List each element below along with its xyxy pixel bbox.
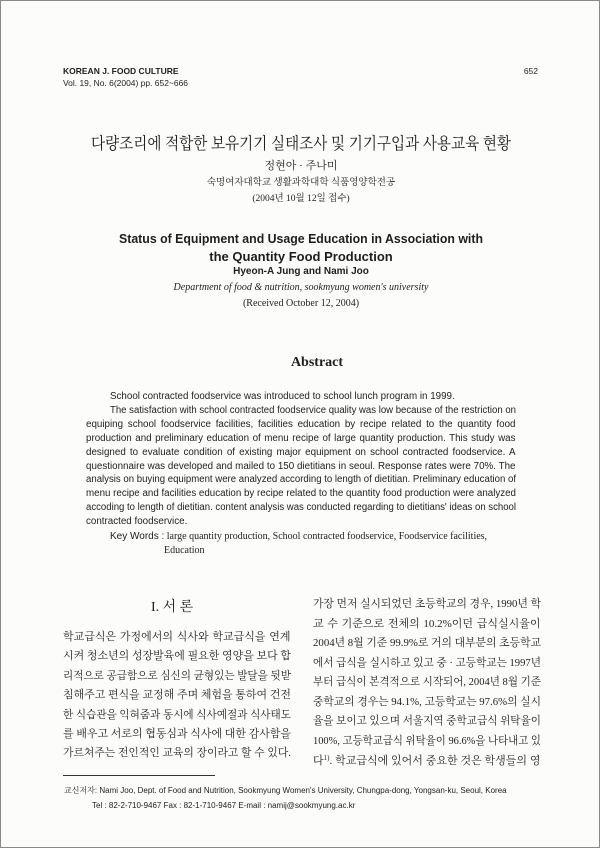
body-line-left: 한 식습관을 익혀줌과 동시에 식사예절과 식사태도 <box>63 709 291 721</box>
body-line-left: 를 배우고 서로의 협동심과 식사에 대한 감사함을 <box>63 728 291 740</box>
abstract-line: equiping school foodservice facilities, facilities education by recipe related to the quantity food <box>86 419 516 430</box>
abstract-line: production and preliminary education of menu recipe of large quantity production. This study was <box>86 433 516 444</box>
abstract-line: The satisfaction with school contracted foodservice quality was low because of the restriction on <box>110 405 516 416</box>
received-en: (Received October 12, 2004) <box>242 298 360 309</box>
body-line-left: 리적으로 공급함으로 심신의 균형있는 발달을 뒷받 <box>63 670 291 682</box>
body-line-right <box>313 754 541 768</box>
footnote-divider <box>63 775 215 776</box>
body-line-left: 시켜 청소년의 성장발육에 필요한 영양을 보다 합 <box>63 650 291 662</box>
body-line-right: 중학교의 경우는 94.1%, 고등학교는 97.6%의 실시 <box>313 696 541 708</box>
body-line-right: 100%, 고등학교급식 위탁율이 96.6%을 나타내고 있 <box>313 735 541 747</box>
body-line-left: 학교급식은 가정에서의 식사와 학교급식을 연계 <box>63 631 291 643</box>
body-line-right: 에서 급식을 실시하고 있고 중 · 고등학교는 1997년 <box>313 657 541 669</box>
abstract-line: analysis on buying equipment were analyzed according to length of dietitian. Preliminary education of <box>86 474 516 485</box>
abstract-line: menu recipe and facilities education by recipe related to the quantity food production were analyzed <box>86 488 516 499</box>
citation: Vol. 19, No. 6(2004) pp. 652~666 <box>63 78 188 88</box>
body-line-left: 침해주고 편식을 교정해 주며 체험을 통하여 건전 <box>63 689 291 701</box>
body-line-right: 교 수 기준으로 전체의 10.2%이던 급식실시율이 <box>313 618 541 630</box>
page-number: 652 <box>523 66 538 76</box>
body-line-right: 부터 급식이 본격적으로 시작되어, 2004년 8월 기준 <box>313 676 541 688</box>
keywords-label: Key Words : <box>110 531 165 542</box>
abstract-line: questionnaire was developed and mailed to 150 dietitians in seoul. Response rates were 70%. The <box>86 461 516 472</box>
title-en-line: the Quantity Food Production <box>209 249 393 264</box>
section-heading: I. 서 론 <box>151 600 194 615</box>
authors-ko: 정현아 · 주나미 <box>264 160 338 172</box>
footnote-line: Tel : 82-2-710-9467 Fax : 82-1-710-9467 E-mail : namij@sookmyung.ac.kr <box>92 801 356 810</box>
abstract-line: contracted foodservice. <box>86 516 188 527</box>
abstract-line: School contracted foodservice was introduced to school lunch program in 1999. <box>110 391 455 402</box>
received-ko: (2004년 10월 12일 접수) <box>252 194 350 204</box>
body-text-fragment: . 학교급식에 있어서 중요한 것은 학생들의 영 <box>329 755 541 767</box>
keywords-text: large quantity production, School contracted foodservice, Foodservice facilities, <box>166 531 488 542</box>
authors-en: Hyeon-A Jung and Nami Joo <box>233 266 369 277</box>
footnote-reference: 1) <box>323 754 330 762</box>
body-line-right: 2004년 8월 기준 99.9%로 거의 대부분의 초등학교 <box>313 637 541 649</box>
footnote-line: 교신저자: Nami Joo, Dept. of Food and Nutrition, Sookmyung Women's University, Chungpa-dong, Yongsan-ku, Seoul, Korea <box>64 786 507 795</box>
affiliation-en: Department of food & nutrition, sookmyung women's university <box>173 282 429 293</box>
body-text-fragment: 다 <box>313 755 324 767</box>
abstract-line: designed to evaluate condition of existing major equipment on school contracted foodservice. A <box>86 447 516 458</box>
journal-name: KOREAN J. FOOD CULTURE <box>63 66 179 76</box>
title-ko: 다량조리에 적합한 보유기기 실태조사 및 기기구입과 사용교육 현황 <box>91 134 511 153</box>
title-en-line: Status of Equipment and Usage Education in Association with <box>119 231 483 246</box>
keywords-line <box>110 531 510 543</box>
keywords-text: Education <box>164 545 205 556</box>
body-line-right: 가장 먼저 실시되었던 초등학교의 경우, 1990년 학 <box>313 598 541 610</box>
abstract-line: accoding to length of dietitian. content analysis was conducted regarding to dietitians' ideas on school <box>86 502 516 513</box>
affiliation-ko: 숙명여자대학교 생활과학대학 식품영양학전공 <box>206 178 396 188</box>
body-line-right: 율을 보이고 있으며 서울지역 중학교급식 위탁율이 <box>313 715 541 727</box>
abstract-heading: Abstract <box>290 355 344 370</box>
body-line-left: 가르쳐주는 전인적인 교육의 장이라고 할 수 있다. <box>63 747 291 759</box>
